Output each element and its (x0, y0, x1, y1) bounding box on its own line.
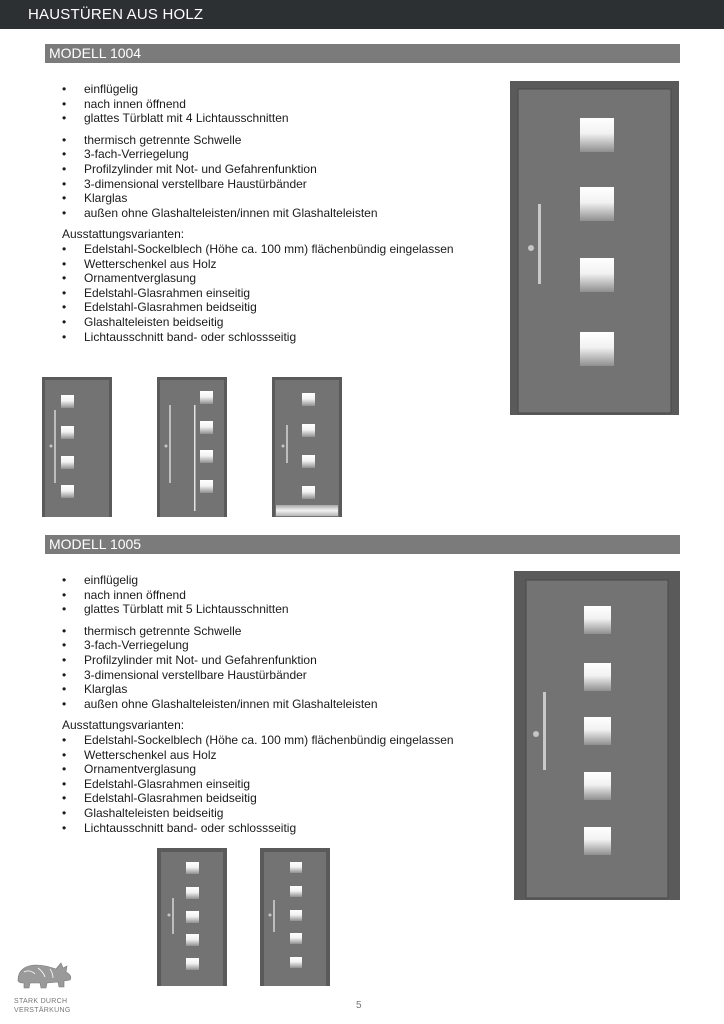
logo-line-2: VERSTÄRKUNG (14, 1007, 71, 1014)
variant-list (62, 242, 502, 344)
door-image-modell-1004-main (510, 81, 679, 415)
door-image-modell-1005-main (514, 571, 680, 900)
list-item: • nach innen öffnend (62, 588, 502, 603)
list-item: • einflügelig (62, 573, 502, 588)
list-item: • außen ohne Glashalteleisten/innen mit Glashalteleisten (62, 697, 502, 712)
list-item: • glattes Türblatt mit 5 Lichtausschnitten (62, 602, 502, 617)
list-item: • 3-fach-Verriegelung (62, 147, 502, 162)
list-item: • Edelstahl-Glasrahmen beidseitig (62, 300, 502, 315)
list-item: • 3-dimensional verstellbare Haustürbänder (62, 177, 502, 192)
door-variant-thumbnail (157, 377, 227, 517)
list-item: • Ornamentverglasung (62, 271, 502, 286)
list-item: • Ornamentverglasung (62, 762, 502, 777)
list-item: • 3-dimensional verstellbare Haustürbänder (62, 668, 502, 683)
list-item: • nach innen öffnend (62, 97, 502, 112)
list-item: • 3-fach-Verriegelung (62, 638, 502, 653)
basic-features (62, 82, 502, 126)
list-item: • Klarglas (62, 191, 502, 206)
list-item: • Wetterschenkel aus Holz (62, 748, 502, 763)
door-variant-thumbnail (157, 848, 227, 986)
list-item: • Edelstahl-Sockelblech (Höhe ca. 100 mm) flächenbündig eingelassen (62, 242, 502, 257)
section-bar-modell-1004 (45, 44, 680, 63)
list-item: • einflügelig (62, 82, 502, 97)
variants-caption: Ausstattungsvarianten: (62, 718, 185, 733)
logo-line-1: STARK DURCH (14, 998, 68, 1005)
basic-features (62, 573, 502, 617)
list-item: • thermisch getrennte Schwelle (62, 133, 502, 148)
list-item: • Edelstahl-Sockelblech (Höhe ca. 100 mm) flächenbündig eingelassen (62, 733, 502, 748)
list-item: • Profilzylinder mit Not- und Gefahrenfunktion (62, 653, 502, 668)
header-bar (0, 0, 724, 29)
list-item: • Glashalteleisten beidseitig (62, 315, 502, 330)
list-item: • Edelstahl-Glasrahmen einseitig (62, 777, 502, 792)
list-item: • Wetterschenkel aus Holz (62, 257, 502, 272)
section-bar-modell-1005 (45, 535, 680, 554)
list-item: • Klarglas (62, 682, 502, 697)
page-number: 5 (356, 1000, 362, 1011)
list-item: • außen ohne Glashalteleisten/innen mit Glashalteleisten (62, 206, 502, 221)
section-title: MODELL 1005 (49, 536, 142, 552)
list-item: • Lichtausschnitt band- oder schlossseitig (62, 330, 502, 345)
list-item: • Edelstahl-Glasrahmen einseitig (62, 286, 502, 301)
list-item: • Lichtausschnitt band- oder schlossseitig (62, 821, 502, 836)
list-item: • Profilzylinder mit Not- und Gefahrenfunktion (62, 162, 502, 177)
list-item: • Glashalteleisten beidseitig (62, 806, 502, 821)
feature-list-modell-1004 (62, 82, 502, 344)
feature-list-modell-1005 (62, 573, 502, 835)
rhino-icon (14, 956, 74, 992)
list-item: • glattes Türblatt mit 4 Lichtausschnitten (62, 111, 502, 126)
door-variant-thumbnail (260, 848, 330, 986)
variant-list (62, 733, 502, 835)
page-title: HAUSTÜREN AUS HOLZ (28, 6, 204, 23)
list-item: • Edelstahl-Glasrahmen beidseitig (62, 791, 502, 806)
list-item: • thermisch getrennte Schwelle (62, 624, 502, 639)
technical-features (62, 133, 502, 221)
door-variant-thumbnail (272, 377, 342, 517)
variants-caption: Ausstattungsvarianten: (62, 227, 185, 242)
section-title: MODELL 1004 (49, 45, 142, 61)
technical-features (62, 624, 502, 712)
company-logo (14, 956, 84, 1015)
door-variant-thumbnail (42, 377, 112, 517)
